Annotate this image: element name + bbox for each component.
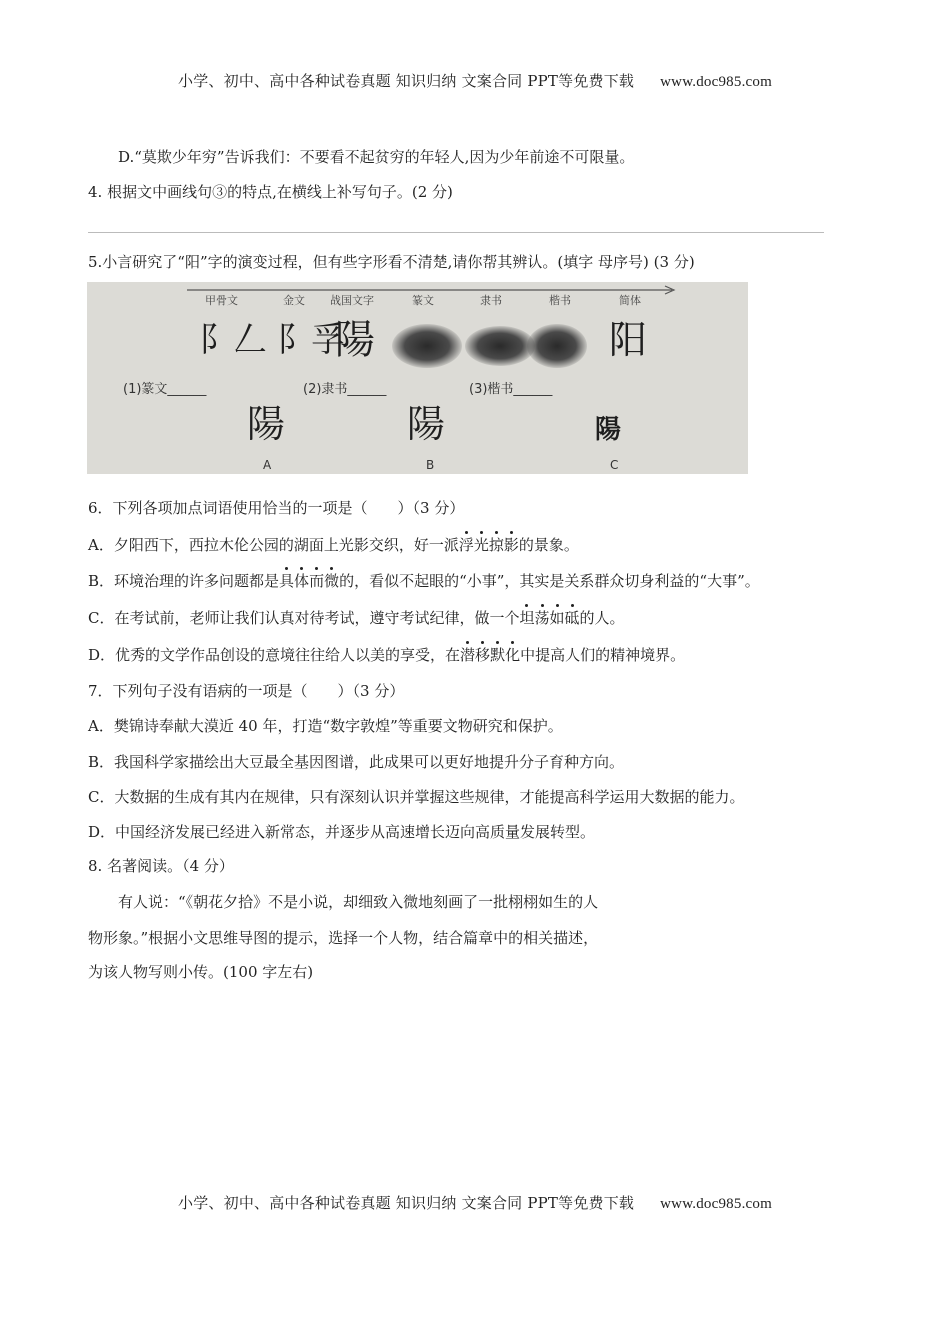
- emphasis-char: 掠: [488, 536, 504, 554]
- q6-d-marked: [460, 646, 520, 664]
- header-site[interactable]: www.doc985.com: [660, 74, 772, 90]
- emphasis-char: 光: [473, 536, 489, 554]
- q6-option-a: A．夕阳西下，西拉木伦公园的湖面上光影交织，好一派浮光掠影的景象。: [88, 536, 579, 554]
- timeline-label-oracle: 甲骨文: [205, 294, 238, 307]
- page-footer: [0, 1192, 950, 1213]
- emphasis-char: 微: [324, 572, 340, 590]
- q6-a-marked: [459, 536, 519, 554]
- emphasis-char: 而: [309, 572, 325, 590]
- timeline-label-clerical: 隶书: [480, 294, 502, 307]
- q3-option-d: D.“莫欺少年穷”告诉我们：不要看不起贫穷的年轻人,因为少年前途不可限量。: [118, 148, 635, 166]
- glyph-oracle: 阝𠃋: [199, 320, 267, 360]
- timeline-label-regular: 楷书: [549, 294, 571, 307]
- q6-c-marked: [519, 609, 579, 627]
- option-letter-a: A: [263, 458, 272, 472]
- timeline-label-simplified: 简体: [619, 294, 641, 307]
- option-glyph-c: 陽: [595, 415, 622, 445]
- blurred-glyph-clerical: [465, 326, 535, 366]
- option-letter-b: B: [426, 458, 435, 472]
- q4-stem: 4. 根据文中画线句③的特点,在横线上补写句子。(2 分): [88, 183, 453, 201]
- q5-evolution-image: [87, 282, 748, 474]
- q6-b-marked: [279, 572, 339, 590]
- glyph-simplified: 阳: [609, 318, 648, 362]
- q4-answer-line: [88, 232, 824, 233]
- q8-para-3: 为该人物写则小传。(100 字左右): [88, 963, 314, 981]
- option-glyph-b: 陽: [407, 402, 446, 446]
- option-letter-c: C: [610, 458, 619, 472]
- q7-option-d: D．中国经济发展已经进入新常态，并逐步从高速增长迈向高质量发展转型。: [88, 823, 596, 841]
- blank-clerical: (2)隶书______: [303, 382, 387, 397]
- page-header: [0, 70, 950, 91]
- timeline-label-warring: 战国文字: [330, 294, 374, 307]
- timeline-label-seal: 篆文: [412, 294, 434, 307]
- blurred-glyph-regular: [527, 324, 587, 368]
- q5-stem: 5.小言研究了“阳”字的演变过程，但有些字形看不清楚,请你帮其辨认。(填字 母序号) (3 分): [88, 253, 695, 271]
- q7-option-c: C．大数据的生成有其内在规律，只有深刻认识并掌握这些规律，才能提高科学运用大数据的能力。: [88, 788, 745, 806]
- emphasis-char: 体: [294, 572, 310, 590]
- q8-para-2: 物形象。”根据小文思维导图的提示，选择一个人物，结合篇章中的相关描述，: [88, 929, 599, 947]
- q6-option-c: C．在考试前，老师让我们认真对待考试，遵守考试纪律，做一个坦荡如砥的人。: [88, 609, 625, 627]
- blurred-glyph-seal: [392, 324, 462, 368]
- emphasis-char: 默: [490, 646, 506, 664]
- glyph-bronze: 阝孚: [277, 320, 345, 360]
- blank-regular: (3)楷书______: [469, 382, 553, 397]
- q6-option-b: B．环境治理的许多问题都是具体而微的，看似不起眼的“小事”，其实是关系群众切身利益的“大事”。: [88, 572, 760, 590]
- q7-option-a: A．樊锦诗奉献大漠近 40 年，打造“数字敦煌”等重要文物研究和保护。: [88, 717, 563, 735]
- q7-option-b: B．我国科学家描绘出大豆最全基因图谱，此成果可以更好地提升分子育种方向。: [88, 753, 625, 771]
- emphasis-char: 化: [505, 646, 521, 664]
- emphasis-char: 影: [503, 536, 519, 554]
- emphasis-char: 浮: [458, 536, 474, 554]
- q6-option-d: D．优秀的文学作品创设的意境往往给人以美的享受，在潜移默化中提高人们的精神境界。: [88, 646, 686, 664]
- emphasis-char: 砥: [564, 609, 580, 627]
- q6-stem: 6．下列各项加点词语使用恰当的一项是（ ）（3 分）: [88, 499, 465, 517]
- blank-seal: (1)篆文______: [123, 382, 207, 397]
- emphasis-char: 具: [279, 572, 295, 590]
- emphasis-char: 荡: [534, 609, 550, 627]
- emphasis-char: 移: [475, 646, 491, 664]
- q8-para-1: 有人说：“《朝花夕拾》不是小说，却细致入微地刻画了一批栩栩如生的人: [118, 893, 599, 911]
- glyph-warring: 陽: [335, 317, 375, 363]
- q7-stem: 7．下列句子没有语病的一项是（ ）（3 分）: [88, 682, 405, 700]
- footer-site[interactable]: www.doc985.com: [660, 1196, 772, 1212]
- option-glyph-a: 陽: [247, 402, 286, 446]
- header-text: 小学、初中、高中各种试卷真题 知识归纳 文案合同 PPT等免费下载: [178, 72, 635, 90]
- emphasis-char: 如: [549, 609, 565, 627]
- timeline-label-bronze: 金文: [283, 294, 305, 307]
- footer-text: 小学、初中、高中各种试卷真题 知识归纳 文案合同 PPT等免费下载: [178, 1194, 635, 1212]
- emphasis-char: 潜: [460, 646, 476, 664]
- emphasis-char: 坦: [519, 609, 535, 627]
- q8-stem: 8. 名著阅读。（4 分）: [88, 857, 234, 875]
